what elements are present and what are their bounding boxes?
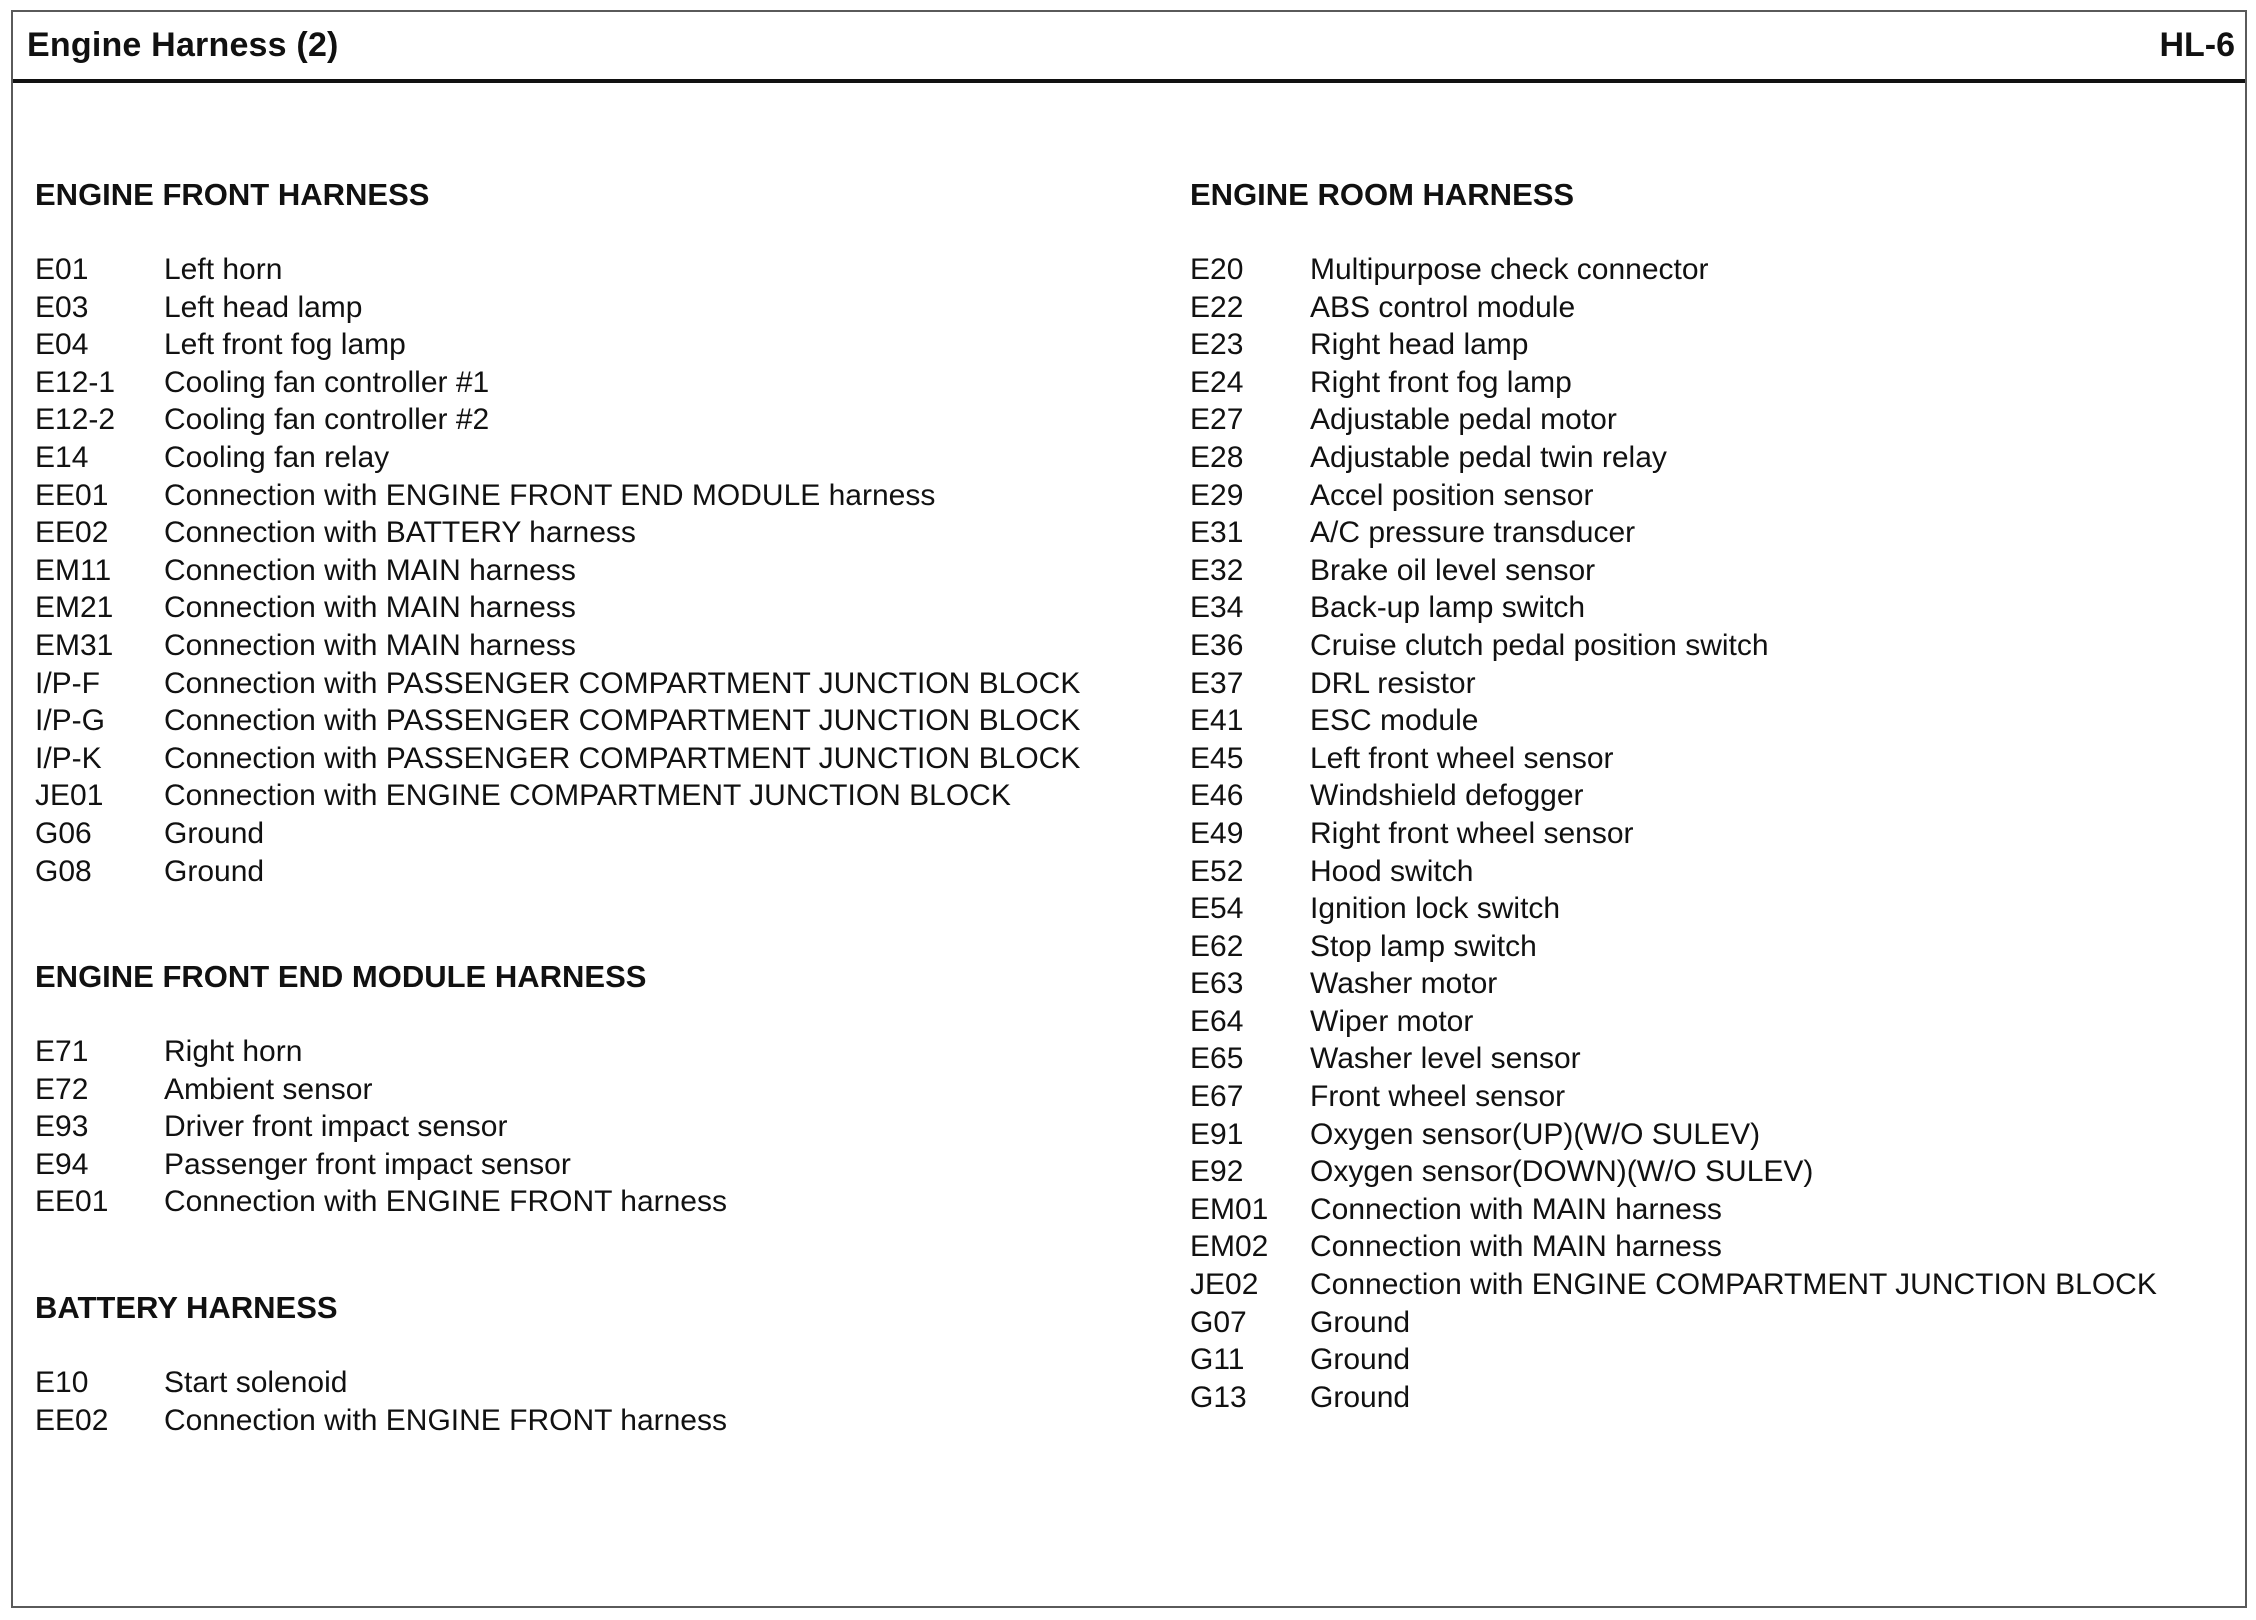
connector-description: Left horn bbox=[164, 253, 283, 286]
connector-code: EM01 bbox=[1190, 1192, 1269, 1226]
connector-code: E91 bbox=[1190, 1117, 1244, 1151]
connector-code: E46 bbox=[1190, 779, 1244, 813]
harness-section bbox=[35, 958, 1185, 1221]
connector-code: E31 bbox=[1190, 516, 1244, 550]
page-title: Engine Harness (2) bbox=[27, 26, 339, 64]
connector-description: Connection with PASSENGER COMPARTMENT JUNCTION BLOCK bbox=[164, 666, 1081, 700]
connector-description: Windshield defogger bbox=[1310, 779, 1584, 813]
connector-code: JE01 bbox=[35, 779, 104, 813]
connector-entry bbox=[35, 401, 1185, 439]
connector-code: E93 bbox=[35, 1110, 89, 1144]
connector-code: G07 bbox=[1190, 1305, 1247, 1339]
left-column bbox=[35, 176, 1185, 1507]
right-column bbox=[1190, 176, 2230, 1484]
connector-entry bbox=[35, 1402, 1185, 1440]
connector-description: Connection with ENGINE FRONT harness bbox=[164, 1185, 727, 1219]
connector-code: G11 bbox=[1190, 1343, 1245, 1377]
connector-description: Connection with MAIN harness bbox=[164, 553, 576, 587]
connector-code: E41 bbox=[1190, 704, 1244, 738]
connector-description: Connection with ENGINE COMPARTMENT JUNCTION BLOCK bbox=[1310, 1268, 2157, 1302]
connector-description: DRL resistor bbox=[1310, 666, 1476, 700]
connector-entry bbox=[1190, 1153, 2230, 1191]
connector-description: Passenger front impact sensor bbox=[164, 1147, 571, 1181]
connector-code: E28 bbox=[1190, 440, 1244, 474]
connector-description: Ambient sensor bbox=[164, 1072, 373, 1106]
connector-entry bbox=[1190, 1341, 2230, 1379]
connector-code: E65 bbox=[1190, 1042, 1244, 1076]
section-title: BATTERY HARNESS bbox=[35, 1290, 338, 1326]
connector-entry bbox=[35, 1108, 1185, 1146]
connector-description: ESC module bbox=[1310, 704, 1479, 738]
connector-entry bbox=[1190, 815, 2230, 853]
connector-description: Back-up lamp switch bbox=[1310, 591, 1586, 625]
connector-entry bbox=[1190, 364, 2230, 402]
connector-code: G08 bbox=[35, 854, 92, 888]
connector-code: G13 bbox=[1190, 1380, 1247, 1414]
connector-description: Connection with ENGINE FRONT END MODULE harness bbox=[164, 478, 936, 512]
connector-entry bbox=[35, 777, 1185, 815]
connector-entry bbox=[1190, 702, 2230, 740]
connector-description: Start solenoid bbox=[164, 1366, 348, 1400]
connector-description: Ground bbox=[1310, 1305, 1411, 1339]
connector-description: Cruise clutch pedal position switch bbox=[1310, 628, 1769, 662]
connector-code: E62 bbox=[1190, 929, 1244, 963]
connector-code: E12-2 bbox=[35, 403, 116, 437]
connector-entry bbox=[35, 627, 1185, 665]
connector-entry bbox=[1190, 552, 2230, 590]
connector-entry bbox=[35, 326, 1185, 364]
connector-description: Cooling fan relay bbox=[164, 440, 390, 474]
connector-description: Adjustable pedal motor bbox=[1310, 403, 1617, 437]
connector-code: E36 bbox=[1190, 628, 1244, 662]
connector-entry bbox=[1190, 589, 2230, 627]
connector-code: EM11 bbox=[35, 553, 112, 587]
connector-entry bbox=[1190, 477, 2230, 515]
connector-code: E54 bbox=[1190, 892, 1244, 926]
connector-code: E12-1 bbox=[35, 365, 116, 399]
connector-code: EE02 bbox=[35, 1403, 109, 1437]
connector-description: Connection with ENGINE FRONT harness bbox=[164, 1403, 727, 1437]
connector-entry bbox=[35, 364, 1185, 402]
connector-description: Connection with PASSENGER COMPARTMENT JUNCTION BLOCK bbox=[164, 704, 1081, 738]
connector-entry bbox=[35, 1071, 1185, 1109]
connector-entry bbox=[1190, 1003, 2230, 1041]
connector-code: E71 bbox=[35, 1035, 89, 1069]
connector-description: Oxygen sensor(UP)(W/O SULEV) bbox=[1310, 1117, 1761, 1151]
connector-entry bbox=[35, 1183, 1185, 1221]
connector-code: E67 bbox=[1190, 1080, 1244, 1114]
connector-entry bbox=[35, 815, 1185, 853]
connector-description: Right front wheel sensor bbox=[1310, 816, 1634, 850]
connector-code: E52 bbox=[1190, 854, 1244, 888]
connector-description: Right front fog lamp bbox=[1310, 365, 1572, 399]
connector-entry bbox=[1190, 1304, 2230, 1342]
connector-entry bbox=[1190, 890, 2230, 928]
connector-code: I/P-F bbox=[35, 666, 100, 700]
connector-code: E27 bbox=[1190, 403, 1244, 437]
connector-description: Connection with MAIN harness bbox=[1310, 1192, 1722, 1226]
connector-entry bbox=[1190, 514, 2230, 552]
connector-description: Connection with MAIN harness bbox=[164, 591, 576, 625]
connector-entry bbox=[35, 1364, 1185, 1402]
connector-description: Stop lamp switch bbox=[1310, 929, 1537, 963]
page-code: HL-6 bbox=[2159, 26, 2235, 64]
connector-entry bbox=[35, 289, 1185, 327]
harness-section bbox=[1190, 176, 2230, 1416]
connector-code: I/P-K bbox=[35, 741, 102, 775]
connector-code: I/P-G bbox=[35, 704, 106, 738]
connector-code: E20 bbox=[1190, 253, 1244, 286]
connector-entry bbox=[1190, 326, 2230, 364]
connector-code: E04 bbox=[35, 328, 89, 362]
page-header bbox=[13, 12, 2245, 83]
connector-code: JE02 bbox=[1190, 1268, 1259, 1302]
connector-code: E64 bbox=[1190, 1004, 1244, 1038]
connector-code: EM02 bbox=[1190, 1230, 1269, 1264]
connector-code: EE01 bbox=[35, 1185, 109, 1219]
connector-code: E94 bbox=[35, 1147, 89, 1181]
connector-entry bbox=[1190, 1379, 2230, 1417]
connector-entry bbox=[1190, 665, 2230, 703]
connector-description: ABS control module bbox=[1310, 290, 1576, 324]
connector-code: EE02 bbox=[35, 516, 109, 550]
connector-entry bbox=[35, 665, 1185, 703]
connector-description: A/C pressure transducer bbox=[1310, 516, 1636, 550]
connector-description: Left front wheel sensor bbox=[1310, 741, 1614, 775]
connector-code: E63 bbox=[1190, 967, 1244, 1001]
section-title: ENGINE FRONT END MODULE HARNESS bbox=[35, 959, 647, 995]
connector-entry bbox=[1190, 853, 2230, 891]
connector-entry bbox=[35, 439, 1185, 477]
connector-entry bbox=[1190, 928, 2230, 966]
connector-entry bbox=[35, 1146, 1185, 1184]
connector-code: E37 bbox=[1190, 666, 1244, 700]
connector-code: E72 bbox=[35, 1072, 89, 1106]
harness-section bbox=[35, 1289, 1185, 1439]
connector-description: Connection with MAIN harness bbox=[1310, 1230, 1722, 1264]
connector-entry bbox=[1190, 1228, 2230, 1266]
connector-description: Cooling fan controller #2 bbox=[164, 403, 490, 437]
connector-entry bbox=[1190, 401, 2230, 439]
connector-description: Driver front impact sensor bbox=[164, 1110, 508, 1144]
connector-description: Ground bbox=[164, 854, 265, 888]
connector-code: E34 bbox=[1190, 591, 1244, 625]
connector-code: E45 bbox=[1190, 741, 1244, 775]
connector-description: Left head lamp bbox=[164, 290, 363, 324]
connector-entry bbox=[35, 477, 1185, 515]
connector-code: E49 bbox=[1190, 816, 1244, 850]
section-title: ENGINE FRONT HARNESS bbox=[35, 177, 430, 212]
connector-code: E92 bbox=[1190, 1155, 1244, 1189]
connector-description: Washer level sensor bbox=[1310, 1042, 1581, 1076]
connector-description: Right horn bbox=[164, 1035, 303, 1069]
connector-description: Washer motor bbox=[1310, 967, 1498, 1001]
connector-entry bbox=[35, 702, 1185, 740]
connector-entry bbox=[1190, 1266, 2230, 1304]
connector-description: Front wheel sensor bbox=[1310, 1080, 1566, 1114]
connector-entry bbox=[1190, 289, 2230, 327]
connector-entry bbox=[35, 514, 1185, 552]
connector-code: E29 bbox=[1190, 478, 1244, 512]
connector-description: Ignition lock switch bbox=[1310, 892, 1561, 926]
connector-code: E01 bbox=[35, 253, 89, 286]
connector-entry bbox=[1190, 777, 2230, 815]
connector-description: Connection with MAIN harness bbox=[164, 628, 576, 662]
connector-description: Right head lamp bbox=[1310, 328, 1529, 362]
connector-code: E32 bbox=[1190, 553, 1244, 587]
connector-entry bbox=[35, 1033, 1185, 1071]
connector-entry bbox=[1190, 439, 2230, 477]
connector-entry bbox=[35, 740, 1185, 778]
connector-entry bbox=[1190, 1040, 2230, 1078]
connector-code: EE01 bbox=[35, 478, 109, 512]
connector-description: Connection with PASSENGER COMPARTMENT JUNCTION BLOCK bbox=[164, 741, 1081, 775]
connector-description: Ground bbox=[1310, 1343, 1411, 1377]
connector-description: Connection with BATTERY harness bbox=[164, 516, 636, 550]
connector-description: Hood switch bbox=[1310, 854, 1474, 888]
connector-code: E14 bbox=[35, 440, 89, 474]
connector-description: Adjustable pedal twin relay bbox=[1310, 440, 1667, 474]
connector-code: EM31 bbox=[35, 628, 114, 662]
connector-entry bbox=[1190, 251, 2230, 289]
connector-entry bbox=[35, 853, 1185, 891]
connector-entry bbox=[1190, 740, 2230, 778]
connector-code: E03 bbox=[35, 290, 89, 324]
connector-description: Wiper motor bbox=[1310, 1004, 1474, 1038]
connector-code: EM21 bbox=[35, 591, 114, 625]
connector-entry bbox=[35, 251, 1185, 289]
connector-entry bbox=[1190, 1078, 2230, 1116]
connector-description: Connection with ENGINE COMPARTMENT JUNCTION BLOCK bbox=[164, 779, 1011, 813]
connector-description: Multipurpose check connector bbox=[1310, 253, 1709, 286]
connector-entry bbox=[35, 552, 1185, 590]
connector-entry bbox=[1190, 627, 2230, 665]
connector-description: Accel position sensor bbox=[1310, 478, 1594, 512]
harness-section bbox=[35, 176, 1185, 890]
connector-code: E10 bbox=[35, 1366, 89, 1400]
connector-code: E22 bbox=[1190, 290, 1244, 324]
connector-entry bbox=[35, 589, 1185, 627]
connector-entry bbox=[1190, 1116, 2230, 1154]
connector-entry bbox=[1190, 1191, 2230, 1229]
connector-entry bbox=[1190, 965, 2230, 1003]
connector-description: Brake oil level sensor bbox=[1310, 553, 1596, 587]
connector-description: Oxygen sensor(DOWN)(W/O SULEV) bbox=[1310, 1155, 1814, 1189]
section-title: ENGINE ROOM HARNESS bbox=[1190, 177, 1575, 212]
connector-code: E23 bbox=[1190, 328, 1244, 362]
connector-code: G06 bbox=[35, 816, 92, 850]
connector-description: Ground bbox=[164, 816, 265, 850]
connector-description: Left front fog lamp bbox=[164, 328, 406, 362]
connector-description: Ground bbox=[1310, 1380, 1411, 1414]
connector-description: Cooling fan controller #1 bbox=[164, 365, 490, 399]
connector-code: E24 bbox=[1190, 365, 1244, 399]
